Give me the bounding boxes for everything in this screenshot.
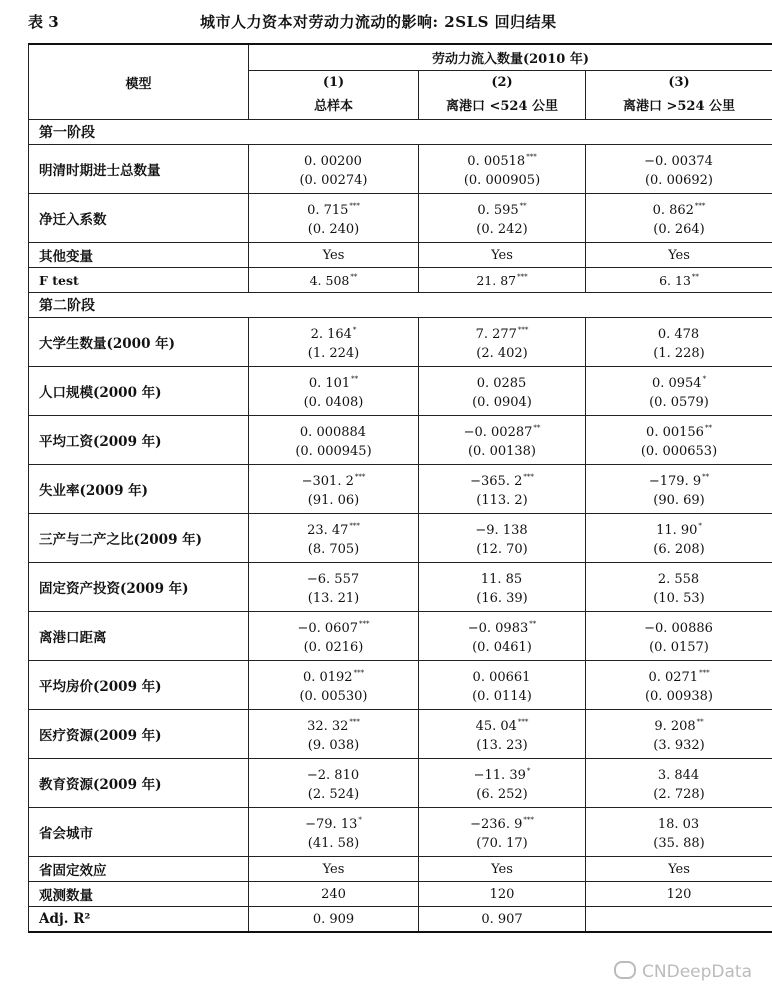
value-cell: Yes <box>419 857 586 882</box>
row-label: F test <box>29 268 249 293</box>
significance-stars: *** <box>526 153 537 161</box>
coef-cell <box>249 808 419 857</box>
standard-error: (6. 208) <box>653 542 705 557</box>
significance-stars: * <box>526 767 531 775</box>
significance-stars: *** <box>354 473 366 481</box>
significance-stars: ** <box>533 424 541 432</box>
coef-cell <box>586 808 772 857</box>
coef-value-line <box>586 710 772 734</box>
coef-value-line <box>419 465 585 489</box>
value-cell <box>419 268 586 293</box>
table-row <box>29 194 772 243</box>
value-cell: 120 <box>419 882 586 907</box>
coef-cell <box>586 661 772 710</box>
column-header-3 <box>586 71 772 120</box>
coef-value-line <box>249 759 418 783</box>
coef-value: 23. 47 <box>307 523 349 538</box>
table-row <box>29 465 772 514</box>
coef-value-line <box>419 194 585 218</box>
coef-value-line <box>586 759 772 783</box>
standard-error: (6. 252) <box>476 787 528 802</box>
coef-value: 0. 000884 <box>299 425 367 440</box>
section-row-stage1 <box>29 120 772 145</box>
stat-value: 6. 13 <box>659 272 691 288</box>
value-cell: Yes <box>249 857 419 882</box>
coef-value: −11. 39 <box>473 768 526 783</box>
column-name: 离港口 <524 公里 <box>445 99 559 114</box>
standard-error: (2. 402) <box>476 346 528 361</box>
standard-error: (0. 00530) <box>299 689 368 704</box>
coef-value: 9. 208 <box>654 719 696 734</box>
coef-value: 0. 00200 <box>304 154 362 169</box>
coef-value: −0. 00287 <box>463 425 533 440</box>
standard-error: (0. 0904) <box>472 395 532 410</box>
coef-value-line <box>419 367 585 391</box>
row-label: 省固定效应 <box>29 857 249 882</box>
standard-error: (0. 264) <box>653 222 705 237</box>
coef-value: 0. 0285 <box>476 376 527 391</box>
coef-value: 18. 03 <box>657 817 700 832</box>
significance-stars: ** <box>529 620 537 628</box>
value-cell: Yes <box>249 243 419 268</box>
coef-value-line <box>249 465 418 489</box>
coef-value-line <box>419 759 585 783</box>
row-label: 平均房价(2009 年) <box>29 661 249 710</box>
coef-value: −365. 2 <box>470 474 523 489</box>
significance-stars: *** <box>694 202 706 210</box>
coef-value-line <box>586 416 772 440</box>
coef-value-line <box>419 612 585 636</box>
standard-error: (41. 58) <box>307 836 360 851</box>
coef-value-line <box>586 808 772 832</box>
coef-value-line <box>249 563 418 587</box>
coef-cell <box>419 416 586 465</box>
coef-cell <box>419 465 586 514</box>
value-cell: 240 <box>249 882 419 907</box>
value-cell: Yes <box>586 857 772 882</box>
coef-cell <box>249 759 419 808</box>
table-row <box>29 514 772 563</box>
coef-value: −0. 00374 <box>644 154 713 169</box>
coef-value-line <box>586 563 772 587</box>
significance-stars: *** <box>359 620 370 628</box>
coef-cell <box>419 145 586 194</box>
coef-value: 7. 277 <box>475 327 517 342</box>
coef-value-line <box>586 465 772 489</box>
coef-cell <box>419 318 586 367</box>
value-cell: 0. 909 <box>249 907 419 933</box>
row-label: 观测数量 <box>29 882 249 907</box>
table-title: 城市人力资本对劳动力流动的影响: 2SLS 回归结果 <box>200 13 557 31</box>
coef-cell <box>586 759 772 808</box>
significance-stars: *** <box>353 669 365 677</box>
significance-stars: * <box>352 326 357 334</box>
coef-value: 3. 844 <box>657 768 700 783</box>
significance-stars: ** <box>704 424 712 432</box>
coef-cell <box>419 514 586 563</box>
table-row <box>29 612 772 661</box>
row-label: 大学生数量(2000 年) <box>29 318 249 367</box>
coef-value: 11. 90 <box>656 523 698 538</box>
value-cell: Yes <box>586 243 772 268</box>
standard-error: (0. 0157) <box>649 640 709 655</box>
standard-error: (0. 0216) <box>303 640 364 655</box>
standard-error: (0. 0461) <box>472 640 532 655</box>
row-label: 固定资产投资(2009 年) <box>29 563 249 612</box>
model-header: 模型 <box>29 44 249 120</box>
table-row <box>29 268 772 293</box>
coef-value: 0. 00661 <box>472 670 531 685</box>
standard-error: (1. 224) <box>307 346 360 361</box>
column-name: 总样本 <box>313 99 353 114</box>
coef-cell <box>586 514 772 563</box>
significance-stars: * <box>702 375 707 383</box>
coef-cell <box>586 465 772 514</box>
coef-cell <box>419 661 586 710</box>
table-row <box>29 857 772 882</box>
coef-cell <box>249 465 419 514</box>
watermark-text: CNDeepData <box>642 962 752 982</box>
wechat-icon <box>614 961 636 979</box>
coef-value-line <box>419 145 585 169</box>
coef-value-line <box>249 367 418 391</box>
significance-stars: ** <box>702 473 710 481</box>
row-label: 净迁入系数 <box>29 194 249 243</box>
coef-cell <box>249 145 419 194</box>
section-label: 第一阶段 <box>29 120 772 145</box>
column-number: (2) <box>491 75 513 90</box>
standard-error: (10. 53) <box>653 591 705 606</box>
coef-value: 0. 862 <box>652 203 694 218</box>
standard-error: (35. 88) <box>653 836 705 851</box>
coef-value: −0. 0607 <box>297 621 358 636</box>
standard-error: (13. 21) <box>307 591 360 606</box>
coef-cell <box>249 661 419 710</box>
significance-stars: ** <box>519 202 527 210</box>
standard-error: (113. 2) <box>476 493 528 508</box>
coef-value-line <box>249 514 418 538</box>
significance-stars: * <box>698 522 702 530</box>
coef-value-line <box>249 612 418 636</box>
coef-cell <box>586 194 772 243</box>
standard-error: (0. 000905) <box>463 173 541 188</box>
significance-stars: *** <box>523 473 534 481</box>
table-row <box>29 416 772 465</box>
coef-value: 0. 00518 <box>467 154 526 169</box>
significance-stars: ** <box>350 272 358 281</box>
stat-value: 21. 87 <box>476 272 517 288</box>
coef-value: −301. 2 <box>301 474 354 489</box>
row-label: 三产与二产之比(2009 年) <box>29 514 249 563</box>
standard-error: (0. 242) <box>476 222 528 237</box>
stat-value: 4. 508 <box>309 272 350 288</box>
significance-stars: *** <box>523 816 534 824</box>
coef-value-line <box>249 318 418 342</box>
coef-value: 0. 0271 <box>648 670 699 685</box>
standard-error: (9. 038) <box>307 738 360 753</box>
coef-value-line <box>249 194 418 218</box>
standard-error: (8. 705) <box>307 542 360 557</box>
coef-value: −236. 9 <box>470 817 523 832</box>
coef-value-line <box>586 145 772 169</box>
coef-cell <box>586 145 772 194</box>
row-label: 医疗资源(2009 年) <box>29 710 249 759</box>
coef-value-line <box>586 367 772 391</box>
table-row <box>29 710 772 759</box>
standard-error: (0. 00274) <box>299 173 368 188</box>
table-row <box>29 243 772 268</box>
standard-error: (0. 0114) <box>472 689 532 704</box>
standard-error: (91. 06) <box>307 493 360 508</box>
coef-cell <box>419 808 586 857</box>
coef-value: 0. 0192 <box>302 670 353 685</box>
significance-stars: *** <box>517 272 528 281</box>
coef-cell <box>419 612 586 661</box>
table-row <box>29 563 772 612</box>
significance-stars: *** <box>699 669 710 677</box>
table-row <box>29 907 772 933</box>
coef-cell <box>586 367 772 416</box>
standard-error: (0. 240) <box>307 222 360 237</box>
coef-value: −6. 557 <box>306 572 360 587</box>
standard-error: (12. 70) <box>476 542 528 557</box>
standard-error: (0. 0408) <box>303 395 364 410</box>
significance-stars: *** <box>517 718 529 726</box>
standard-error: (2. 524) <box>307 787 360 802</box>
column-header-1 <box>249 71 419 120</box>
coef-cell <box>249 563 419 612</box>
coef-value: −179. 9 <box>648 474 702 489</box>
column-number: (1) <box>322 75 345 90</box>
significance-stars: *** <box>349 522 360 530</box>
coef-value: 32. 32 <box>307 719 349 734</box>
coef-value-line <box>249 710 418 734</box>
significance-stars: ** <box>691 272 699 281</box>
row-label: 教育资源(2009 年) <box>29 759 249 808</box>
table-caption <box>28 11 772 35</box>
standard-error: (16. 39) <box>476 591 528 606</box>
standard-error: (0. 00138) <box>467 444 537 459</box>
value-cell: Yes <box>419 243 586 268</box>
coef-cell <box>419 759 586 808</box>
coef-cell <box>419 710 586 759</box>
regression-table <box>28 43 772 933</box>
coef-cell <box>586 710 772 759</box>
row-label: 其他变量 <box>29 243 249 268</box>
coef-cell <box>419 367 586 416</box>
coef-value-line <box>249 145 418 169</box>
standard-error: (3. 932) <box>653 738 705 753</box>
coef-value: 2. 164 <box>310 327 352 342</box>
row-label: 人口规模(2000 年) <box>29 367 249 416</box>
coef-value: 0. 715 <box>307 203 349 218</box>
standard-error: (90. 69) <box>653 493 705 508</box>
coef-value: 0. 00156 <box>646 425 704 440</box>
coef-value: 0. 0954 <box>651 376 702 391</box>
coef-cell <box>249 416 419 465</box>
dependent-var-header: 劳动力流入数量(2010 年) <box>249 44 772 71</box>
coef-value-line <box>419 710 585 734</box>
value-cell <box>249 268 419 293</box>
value-cell: 0. 907 <box>419 907 586 933</box>
row-label: 离港口距离 <box>29 612 249 661</box>
coef-value-line <box>586 612 772 636</box>
coef-value: 45. 04 <box>475 719 517 734</box>
coef-cell <box>586 563 772 612</box>
standard-error: (2. 728) <box>653 787 705 802</box>
section-row-stage2 <box>29 293 772 318</box>
coef-cell <box>419 563 586 612</box>
coef-cell <box>249 367 419 416</box>
row-label: 省会城市 <box>29 808 249 857</box>
coef-value-line <box>586 661 772 685</box>
coef-value: 11. 85 <box>480 572 523 587</box>
coef-cell <box>586 416 772 465</box>
coef-value-line <box>249 808 418 832</box>
coef-cell <box>249 318 419 367</box>
standard-error: (1. 228) <box>653 346 705 361</box>
coef-value: 2. 558 <box>657 572 700 587</box>
table-row <box>29 808 772 857</box>
coef-value: −0. 00886 <box>644 621 713 636</box>
table-row <box>29 367 772 416</box>
watermark <box>614 961 752 982</box>
coef-cell <box>586 318 772 367</box>
coef-value-line <box>586 194 772 218</box>
significance-stars: ** <box>351 375 359 383</box>
coef-value-line <box>249 661 418 685</box>
table-number: 表 3 <box>28 13 59 31</box>
standard-error: (0. 00692) <box>644 173 714 188</box>
coef-cell <box>249 612 419 661</box>
standard-error: (70. 17) <box>476 836 528 851</box>
significance-stars: * <box>358 816 362 824</box>
table-row <box>29 759 772 808</box>
standard-error: (0. 0579) <box>649 395 709 410</box>
standard-error: (0. 00938) <box>644 689 714 704</box>
coef-value-line <box>586 318 772 342</box>
coef-value-line <box>419 808 585 832</box>
coef-value-line <box>419 416 585 440</box>
coef-value: 0. 595 <box>477 203 519 218</box>
coef-value: 0. 478 <box>657 327 700 342</box>
coef-value: 0. 101 <box>308 376 351 391</box>
column-header-2 <box>419 71 586 120</box>
coef-value: −2. 810 <box>306 768 360 783</box>
coef-value: −79. 13 <box>305 817 358 832</box>
section-label: 第二阶段 <box>29 293 772 318</box>
significance-stars: *** <box>517 326 529 334</box>
header-row-dependent <box>29 44 772 71</box>
value-cell: 120 <box>586 882 772 907</box>
value-cell <box>586 268 772 293</box>
standard-error: (0. 000653) <box>640 444 718 459</box>
column-number: (3) <box>668 75 690 90</box>
table-row <box>29 318 772 367</box>
significance-stars: *** <box>349 718 360 726</box>
table-row <box>29 661 772 710</box>
coef-cell <box>249 514 419 563</box>
coef-cell <box>586 612 772 661</box>
standard-error: (13. 23) <box>476 738 528 753</box>
column-name: 离港口 >524 公里 <box>622 99 736 114</box>
significance-stars: ** <box>696 718 704 726</box>
coef-value: −0. 0983 <box>467 621 529 636</box>
table-row <box>29 145 772 194</box>
coef-value-line <box>419 661 585 685</box>
coef-cell <box>249 710 419 759</box>
row-label: Adj. R² <box>29 907 249 933</box>
coef-value-line <box>249 416 418 440</box>
value-cell <box>586 907 772 933</box>
coef-cell <box>249 194 419 243</box>
row-label: 失业率(2009 年) <box>29 465 249 514</box>
row-label: 平均工资(2009 年) <box>29 416 249 465</box>
row-label: 明清时期进士总数量 <box>29 145 249 194</box>
coef-value-line <box>586 514 772 538</box>
coef-value-line <box>419 318 585 342</box>
significance-stars: *** <box>349 202 360 210</box>
coef-cell <box>419 194 586 243</box>
coef-value-line <box>419 563 585 587</box>
standard-error: (0. 000945) <box>295 444 372 459</box>
coef-value-line <box>419 514 585 538</box>
coef-value: −9. 138 <box>475 523 528 538</box>
table-row <box>29 882 772 907</box>
